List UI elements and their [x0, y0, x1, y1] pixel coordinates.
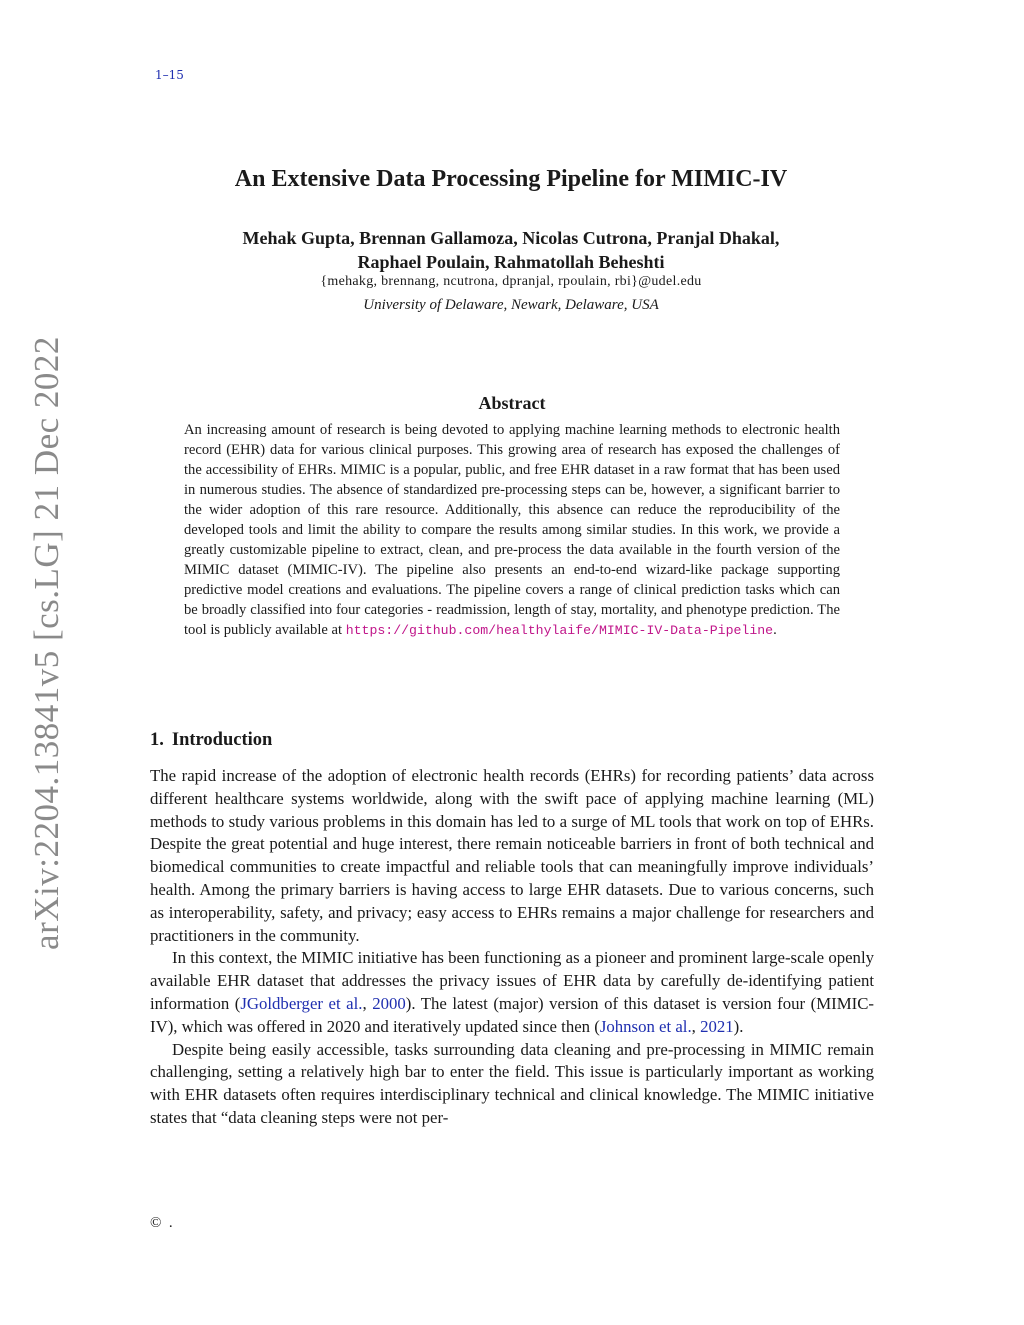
citation-separator: ,: [691, 1016, 701, 1036]
abstract-text: An increasing amount of research is being devoted to applying machine learning methods to electronic health record (EHR) data for various clinical purposes. This growing area of research has exposed the challenges of the accessibility of EHRs. MIMIC is a popular, public, and free EHR dataset in a raw format that has been used in numerous studies. The absence of standardized pre-processing steps can be, however, a significant barrier to the wider adoption of this rare resource. Additionally, this absence can reduce the reproducibility of the developed tools and limit the ability to compare the results among similar studies. In this work, we provide a greatly customizable pipeline to extract, clean, and pre-process the data available in the fourth version of the MIMIC dataset (MIMIC-IV). The pipeline also presents an end-to-end wizard-like package supporting predictive model creations and evaluations. The pipeline covers a range of clinical prediction tasks which can be broadly classified into four categories - readmission, length of stay, mortality, and phenotype prediction. The tool is publicly available at: [184, 422, 840, 638]
paper-title: An Extensive Data Processing Pipeline for MIMIC-IV: [234, 166, 788, 192]
citation-jgoldberger-year[interactable]: 2000: [372, 993, 406, 1013]
abstract-body: [184, 420, 840, 641]
page-range[interactable]: 1–15: [155, 68, 184, 82]
intro-paragraph-3: Despite being easily accessible, tasks surrounding data cleaning and pre-processing in MIMIC remain challenging, setting a relatively high bar to enter the field. This issue is particularly important as working with EHR datasets often requires interdisciplinary technical and clinical knowledge. The MIMIC initiative states that “data cleaning steps were not per-: [150, 1039, 874, 1127]
citation-jgoldberger-author[interactable]: JGoldberger et al.: [240, 993, 363, 1013]
abstract-end: .: [773, 622, 777, 638]
abstract-heading: Abstract: [478, 393, 546, 413]
footer-dot: .: [168, 1215, 173, 1231]
author-emails: {mehakg, brennang, ncutrona, dpranjal, rpoulain, rbi}@udel.edu: [320, 274, 702, 289]
section-heading-introduction: [150, 730, 272, 751]
arxiv-stamp-text: arXiv:2204.13841v5 [cs.LG] 21 Dec 2022: [27, 336, 66, 950]
intro-paragraph-2: [150, 947, 874, 1038]
footer: [150, 1215, 173, 1232]
section-title: Introduction: [171, 730, 273, 750]
citation-johnson-author[interactable]: Johnson et al.: [599, 1016, 692, 1036]
author-line-1: Mehak Gupta, Brennan Gallamoza, Nicolas Cutrona, Pranjal Dhakal,: [242, 228, 780, 248]
citation-johnson-year[interactable]: 2021: [700, 1016, 734, 1036]
intro-p2-mid: ). The latest (major) version of this dataset is version four (MIMIC-IV), which was offered in 2020 and iteratively updated since then (: [150, 993, 875, 1036]
affiliation: University of Delaware, Newark, Delaware, USA: [363, 297, 659, 313]
author-line-2: Raphael Poulain, Rahmatollah Beheshti: [357, 252, 665, 272]
citation-separator: ,: [362, 993, 373, 1013]
copyright-icon: ©: [150, 1215, 162, 1231]
intro-p2-after: ).: [733, 1016, 744, 1036]
author-list: [150, 226, 872, 274]
section-number: 1.: [150, 730, 164, 750]
intro-paragraph-1: The rapid increase of the adoption of electronic health records (EHRs) for recording patients’ data across different healthcare systems worldwide, along with the swift pace of applying machine learning (ML) methods to study various problems in this domain has led to a surge of ML tools that work on top of EHRs. Despite the great potential and huge interest, there remain noticeable barriers in front of both technical and biomedical communities to create impactful and reliable tools that can meaningfully improve individuals’ health. Among the primary barriers is having access to large EHR datasets. Due to various concerns, such as interoperability, safety, and privacy; easy access to EHRs remains a major challenge for researchers and practitioners in the community.: [150, 766, 874, 945]
github-link[interactable]: https://github.com/healthylaife/MIMIC-IV-Data-Pipeline: [345, 623, 774, 638]
introduction-body: [150, 765, 874, 1130]
intro-p2-before: In this context, the MIMIC initiative has been functioning as a pioneer and prominent large-scale openly available EHR dataset that addresses the privacy issues of EHR data by carefully de-identifying patient information (: [150, 948, 874, 1013]
